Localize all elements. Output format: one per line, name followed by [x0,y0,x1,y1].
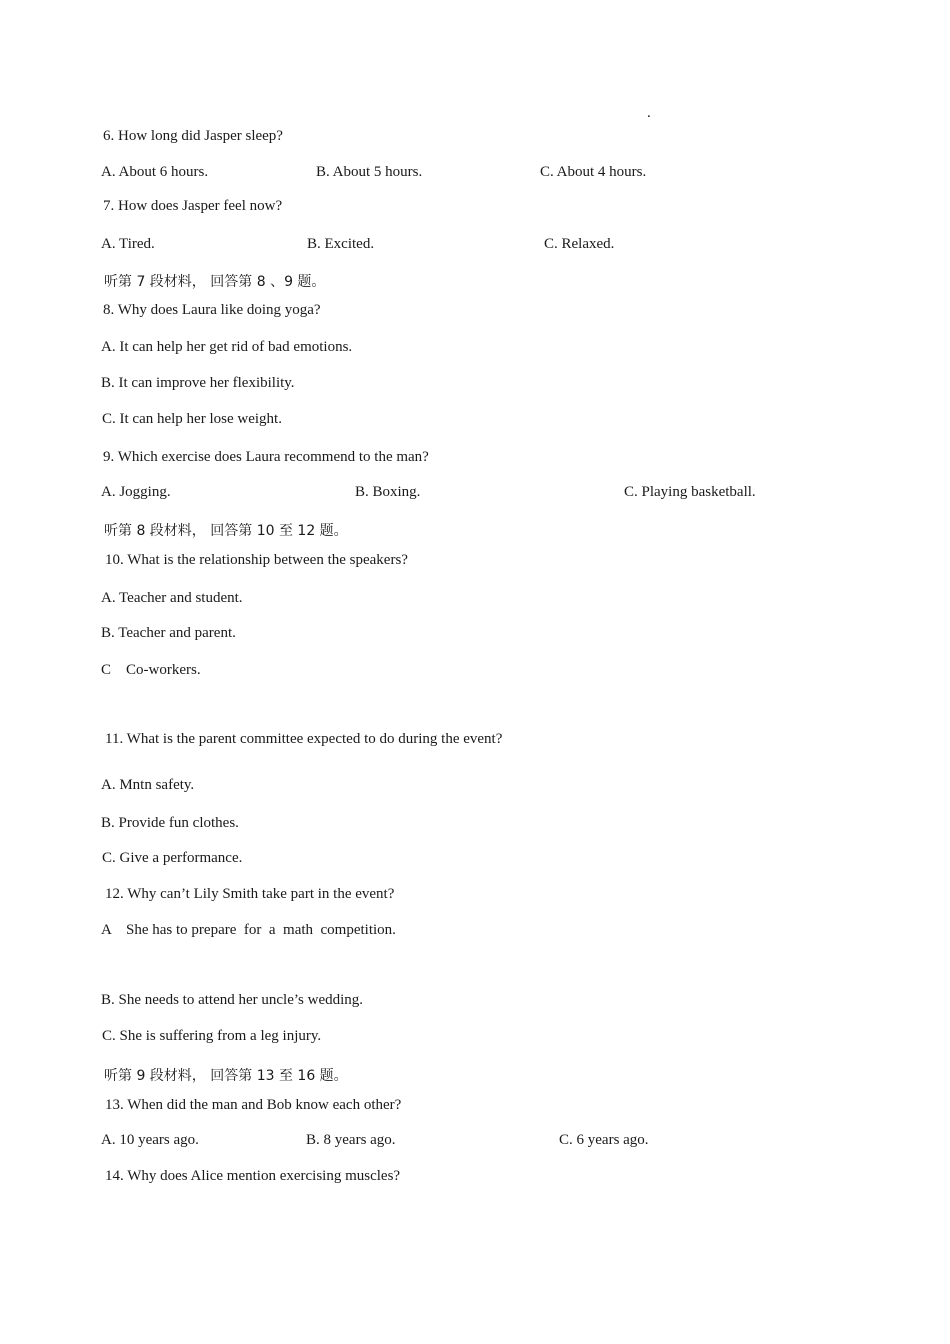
q6-option-b: B. About 5 hours. [316,164,423,180]
question-11: 11. What is the parent committee expected to do during the event? [105,731,503,747]
q8-option-a: A. It can help her get rid of bad emotions. [101,339,353,355]
q10-option-c: C Co-workers. [101,662,201,678]
q12-option-b: B. She needs to attend her uncle’s wedding. [101,992,364,1008]
q7-option-b: B. Excited. [307,236,375,252]
question-13: 13. When did the man and Bob know each other? [105,1097,402,1113]
section-7-heading: 听第 7 段材料， 回答第 8 、9 题。 [104,274,326,290]
question-12: 12. Why can’t Lily Smith take part in the event? [105,886,395,902]
question-9: 9. Which exercise does Laura recommend to the man? [103,449,429,465]
question-6: 6. How long did Jasper sleep? [103,128,283,144]
q13-option-b: B. 8 years ago. [306,1132,396,1148]
q10-option-b: B. Teacher and parent. [101,625,236,641]
q6-option-a: A. About 6 hours. [101,164,209,180]
q13-option-a: A. 10 years ago. [101,1132,199,1148]
q9-option-c: C. Playing basketball. [624,484,756,500]
question-10: 10. What is the relationship between the speakers? [105,552,408,568]
q9-option-b: B. Boxing. [355,484,421,500]
q13-option-c: C. 6 years ago. [559,1132,649,1148]
q6-option-c: C. About 4 hours. [540,164,647,180]
question-14: 14. Why does Alice mention exercising muscles? [105,1168,401,1184]
q12-option-c: C. She is suffering from a leg injury. [102,1028,322,1044]
q11-option-b: B. Provide fun clothes. [101,815,239,831]
question-8: 8. Why does Laura like doing yoga? [103,302,321,318]
q10-option-a: A. Teacher and student. [101,590,243,606]
q7-option-a: A. Tired. [101,236,155,252]
question-7: 7. How does Jasper feel now? [103,198,283,214]
section-9-heading: 听第 9 段材料， 回答第 13 至 16 题。 [104,1068,348,1084]
q9-option-a: A. Jogging. [101,484,171,500]
section-8-heading: 听第 8 段材料， 回答第 10 至 12 题。 [104,523,348,539]
q7-option-c: C. Relaxed. [544,236,615,252]
q8-option-b: B. It can improve her flexibility. [101,375,295,391]
q12-option-a: A She has to prepare for a math competition. [101,922,396,938]
q11-option-c: C. Give a performance. [102,850,243,866]
top-mark: . [647,105,651,121]
q11-option-a: A. Mntn safety. [101,777,195,793]
q8-option-c: C. It can help her lose weight. [102,411,282,427]
